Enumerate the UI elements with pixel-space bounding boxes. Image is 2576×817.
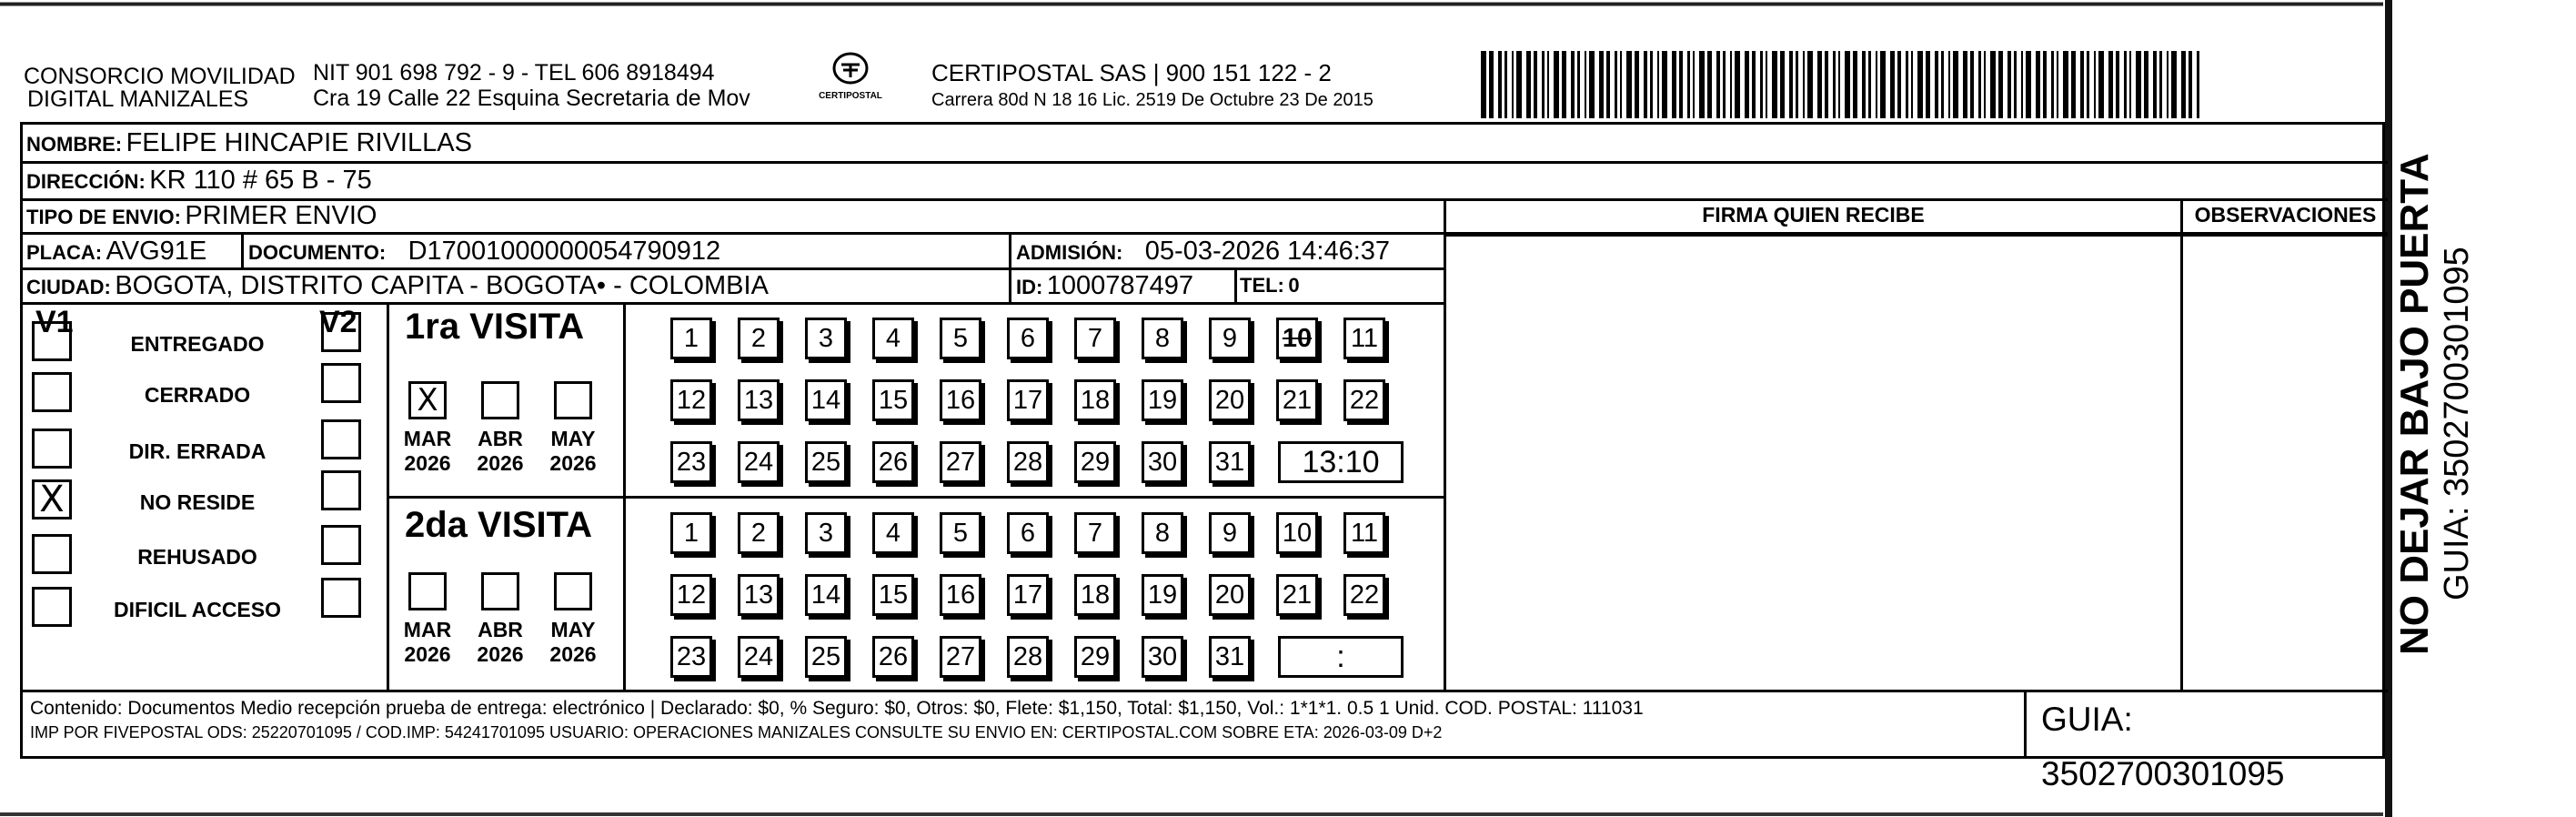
day-box[interactable]: 28 [1007, 441, 1049, 483]
status-label: REHUSADO [137, 545, 257, 569]
status-label: CERRADO [144, 383, 251, 407]
placa-value: AVG91E [106, 237, 207, 266]
nombre-label: NOMBRE: [26, 133, 123, 156]
barcode-bar [2129, 51, 2131, 118]
barcode-bar [2136, 51, 2141, 118]
day-box[interactable]: 30 [1142, 636, 1183, 678]
status-label: NO RESIDE [139, 490, 256, 514]
top-edge [0, 0, 2383, 9]
month-checkbox[interactable]: X [408, 381, 447, 419]
barcode-bar [1577, 51, 1580, 118]
barcode-bar [2043, 51, 2047, 118]
barcode-bar [2063, 51, 2068, 118]
v1-checkbox[interactable]: X [32, 479, 72, 519]
barcode-bar [1489, 51, 1494, 118]
day-box[interactable]: 10 [1276, 318, 1318, 359]
barcode-bar [2181, 51, 2186, 118]
day-box[interactable]: 14 [805, 574, 847, 616]
barcode-bar [1807, 51, 1813, 118]
id-label: ID: [1016, 276, 1043, 298]
id-field [1016, 269, 1193, 307]
barcode-bar [1504, 51, 1507, 118]
company-name: CONSORCIO MOVILIDAD [24, 64, 296, 89]
day-box[interactable]: 1 [670, 318, 712, 359]
barcode-bar [1620, 51, 1622, 118]
barcode-bar [1862, 51, 1866, 118]
barcode-bar [2159, 51, 2162, 118]
tel-value: 0 [1288, 274, 1300, 297]
day-box[interactable]: 6 [1007, 318, 1049, 359]
barcode-bar [2197, 51, 2199, 118]
day-box[interactable]: 13 [738, 379, 780, 421]
barcode-bar [1825, 51, 1828, 118]
direccion-value: KR 110 # 65 B - 75 [149, 166, 372, 195]
day-box[interactable]: 8 [1142, 512, 1183, 554]
year-label: 2026 [549, 451, 597, 475]
day-box[interactable]: 5 [940, 318, 981, 359]
barcode-bar [2108, 51, 2113, 118]
logo-icon [830, 50, 870, 86]
day-box[interactable]: 17 [1007, 574, 1049, 616]
year-label: 2026 [404, 642, 451, 666]
firma-header: FIRMA QUIEN RECIBE [1702, 203, 1925, 227]
barcode-bar [1745, 51, 1749, 118]
day-box[interactable]: 4 [872, 512, 914, 554]
day-box[interactable]: 27 [940, 441, 981, 483]
barcode-bar [1585, 51, 1586, 118]
id-value: 1000787497 [1046, 271, 1194, 300]
barcode-bar [2021, 51, 2023, 118]
day-box[interactable]: 3 [805, 512, 847, 554]
barcode-bar [1760, 51, 1763, 118]
right-edge-bar [2385, 0, 2392, 817]
barcode-bar [1735, 51, 1740, 118]
v2-checkbox[interactable] [321, 312, 361, 352]
barcode-bar [1890, 51, 1895, 118]
day-box[interactable]: 27 [940, 636, 981, 678]
barcode-bar [2071, 51, 2076, 118]
day-box[interactable]: 22 [1343, 574, 1385, 616]
day-box[interactable]: 29 [1074, 441, 1116, 483]
barcode-bar [1752, 51, 1756, 118]
month-checkbox[interactable] [408, 572, 447, 610]
barcode-bar [1547, 51, 1549, 118]
barcode-bar [1699, 51, 1705, 118]
v2-checkbox[interactable] [321, 470, 361, 510]
time-box[interactable]: 13:10 [1278, 441, 1404, 483]
barcode-bar [1606, 51, 1610, 118]
documento-value: D17001000000054790912 [408, 237, 721, 266]
day-box[interactable]: 11 [1343, 318, 1385, 359]
month-label: ABR [478, 427, 523, 450]
barcode-bar [2153, 51, 2157, 118]
day-box[interactable]: 11 [1343, 512, 1385, 554]
day-box[interactable]: 10 [1276, 512, 1318, 554]
barcode-bar [1716, 51, 1720, 118]
v2-header: V2 [319, 305, 357, 339]
side-guia: GUIA: 3502700301095 [2438, 247, 2476, 600]
day-box[interactable]: 31 [1209, 636, 1251, 678]
barcode-bar [1897, 51, 1901, 118]
month-label: MAY [550, 618, 596, 641]
barcode-bar [2167, 51, 2168, 118]
ciudad-label: CIUDAD: [26, 276, 111, 298]
barcode-bar [1876, 51, 1877, 118]
bottom-edge [0, 812, 2383, 816]
ciudad-value: BOGOTA, DISTRITO CAPITA - BOGOTA• - COLOMBIA [115, 271, 769, 300]
day-box[interactable]: 16 [940, 379, 981, 421]
v1-checkbox[interactable] [32, 372, 72, 412]
day-box[interactable]: 22 [1343, 379, 1385, 421]
barcode-bar [1780, 51, 1785, 118]
barcode-bar [1687, 51, 1690, 118]
day-box[interactable]: 18 [1074, 574, 1116, 616]
barcode-bar [1948, 51, 1950, 118]
barcode-bar [1526, 51, 1531, 118]
day-box[interactable]: 21 [1276, 379, 1318, 421]
day-box[interactable]: 9 [1209, 512, 1251, 554]
v1-checkbox[interactable] [32, 429, 72, 469]
day-box[interactable]: 19 [1142, 574, 1183, 616]
barcode-bar [2036, 51, 2040, 118]
day-box[interactable]: 12 [670, 379, 712, 421]
status-label: DIFICIL ACCESO [113, 598, 281, 621]
barcode-bar [1963, 51, 1967, 118]
barcode-bar [1926, 51, 1930, 118]
month-label: ABR [478, 618, 523, 641]
barcode-bar [1935, 51, 1938, 118]
month-checkbox[interactable] [554, 381, 592, 419]
ciudad-field [26, 269, 769, 307]
barcode-bar [1516, 51, 1522, 118]
month-label: MAR [403, 427, 452, 450]
barcode-bar [1906, 51, 1908, 118]
barcode-bar [1917, 51, 1923, 118]
barcode-bar [1911, 51, 1913, 118]
shipping-form [20, 122, 2385, 792]
barcode-bar [1571, 51, 1575, 118]
day-box[interactable]: 9 [1209, 318, 1251, 359]
barcode-bar [1599, 51, 1604, 118]
day-box[interactable]: 12 [670, 574, 712, 616]
month-label: MAR [403, 618, 452, 641]
barcode-bar [1833, 51, 1836, 118]
direccion-label: DIRECCIÓN: [26, 170, 146, 193]
barcode-bar [1838, 51, 1840, 118]
day-box[interactable]: 16 [940, 574, 981, 616]
barcode-bar [2098, 51, 2104, 118]
barcode-bar [1657, 51, 1659, 118]
barcode-bar [1789, 51, 1793, 118]
barcode-bar [2087, 51, 2089, 118]
barcode-bar [1990, 51, 1996, 118]
barcode-bar [1650, 51, 1653, 118]
barcode-bar [1662, 51, 1667, 118]
barcode-bar [2189, 51, 2192, 118]
side-notice: NO DEJAR BAJO PUERTA [2392, 153, 2437, 655]
barcode-bar [1772, 51, 1777, 118]
day-box[interactable]: 30 [1142, 441, 1183, 483]
year-label: 2026 [549, 642, 597, 666]
day-box[interactable]: 21 [1276, 574, 1318, 616]
day-box[interactable]: 19 [1142, 379, 1183, 421]
day-box[interactable]: 3 [805, 318, 847, 359]
month-label: MAY [550, 427, 596, 450]
barcode-bar [1984, 51, 1986, 118]
footer-contenido: Contenido: Documentos Medio recepción prueba de entrega: electrónico | Declarado: $0, % Seguro: $0, Otros: $0, Flete: $1,150, Total: $1,150, Vol.: 1*1*1. 0.5 1 Unid. COD. POSTAL: 111031 [30, 698, 1644, 719]
visit2-title: 2da VISITA [405, 505, 592, 545]
documento-label: DOCUMENTO: [248, 241, 387, 264]
day-box[interactable]: 7 [1074, 318, 1116, 359]
day-box[interactable]: 25 [805, 636, 847, 678]
barcode-bar [2116, 51, 2119, 118]
barcode-bar [2124, 51, 2127, 118]
observaciones-header: OBSERVACIONES [2194, 203, 2377, 227]
day-box[interactable]: 17 [1007, 379, 1049, 421]
carrier-address: Carrera 80d N 18 16 Lic. 2519 De Octubre 23 De 2015 [931, 90, 1374, 110]
v1-checkbox[interactable] [32, 587, 72, 627]
day-box[interactable]: 23 [670, 636, 712, 678]
admision-field [1016, 235, 1390, 272]
tel-label: TEL: [1240, 274, 1284, 297]
day-box[interactable]: 18 [1074, 379, 1116, 421]
guia-number: GUIA: 3502700301095 [2024, 692, 2382, 759]
tipo-envio-row [26, 199, 377, 237]
direccion-row [26, 164, 372, 201]
day-box[interactable]: 14 [805, 379, 847, 421]
barcode-bar [1635, 51, 1639, 118]
barcode-bar [1672, 51, 1676, 118]
barcode-bar [1998, 51, 2003, 118]
day-box[interactable]: 2 [738, 318, 780, 359]
barcode-bar [1626, 51, 1632, 118]
placa-field [26, 235, 206, 272]
v1-checkbox[interactable] [32, 534, 72, 574]
day-box[interactable]: 1 [670, 512, 712, 554]
day-box[interactable]: 20 [1209, 574, 1251, 616]
day-box[interactable]: 15 [872, 574, 914, 616]
month-checkbox[interactable] [554, 572, 592, 610]
barcode-bar [1542, 51, 1545, 118]
barcode-bar [1644, 51, 1647, 118]
day-box[interactable]: 15 [872, 379, 914, 421]
barcode-bar [2007, 51, 2011, 118]
barcode-bar [1978, 51, 1981, 118]
day-box[interactable]: 25 [805, 441, 847, 483]
v2-checkbox[interactable] [321, 363, 361, 403]
day-box[interactable]: 26 [872, 636, 914, 678]
day-box[interactable]: 31 [1209, 441, 1251, 483]
day-box[interactable]: 24 [738, 441, 780, 483]
barcode-bar [1534, 51, 1537, 118]
barcode-bar [1730, 51, 1732, 118]
day-box[interactable]: 20 [1209, 379, 1251, 421]
visit1-title: 1ra VISITA [405, 307, 585, 347]
day-box[interactable]: 23 [670, 441, 712, 483]
barcode-bar [1845, 51, 1850, 118]
barcode-bar [1693, 51, 1695, 118]
barcode-bar [1766, 51, 1767, 118]
barcode-bar [2051, 51, 2054, 118]
admision-label: ADMISIÓN: [1016, 241, 1123, 264]
day-box[interactable]: 28 [1007, 636, 1049, 678]
barcode-bar [1615, 51, 1617, 118]
v1-header: V1 [35, 305, 74, 339]
barcode-bar [1803, 51, 1805, 118]
v2-checkbox[interactable] [321, 419, 361, 459]
barcode-bar [1481, 51, 1486, 118]
carrier-name: CERTIPOSTAL SAS | 900 151 122 - 2 [931, 59, 1332, 86]
barcode-bar [1941, 51, 1944, 118]
footer-impresion: IMP POR FIVEPOSTAL ODS: 25220701095 / COD.IMP: 54241701095 USUARIO: OPERACIONES MANIZALES CONSULTE SU ENVIO EN: CERTIPOSTAL.COM SOBRE ETA: 2026-03-09 D+2 [30, 723, 1443, 741]
year-label: 2026 [477, 451, 524, 475]
year-label: 2026 [404, 451, 451, 475]
barcode-bar [2080, 51, 2084, 118]
company-name-2: DIGITAL MANIZALES [27, 86, 249, 112]
barcode-bar [1707, 51, 1712, 118]
barcode-bar [2171, 51, 2177, 118]
day-box[interactable]: 8 [1142, 318, 1183, 359]
barcode-bar [2026, 51, 2031, 118]
admision-value: 05-03-2026 14:46:37 [1144, 237, 1391, 266]
time-box[interactable]: : [1278, 636, 1404, 678]
month-checkbox[interactable] [481, 572, 519, 610]
company-nit: NIT 901 698 792 - 9 - TEL 606 8918494 [313, 60, 715, 86]
barcode-bar [1970, 51, 1974, 118]
barcode-bar [1880, 51, 1886, 118]
barcode-bar [2094, 51, 2096, 118]
barcode-bar [1512, 51, 1514, 118]
barcode-bar [2144, 51, 2148, 118]
status-label: DIR. ERRADA [128, 439, 267, 463]
certipostal-logo [810, 50, 891, 112]
day-box[interactable]: 26 [872, 441, 914, 483]
month-checkbox[interactable] [481, 381, 519, 419]
day-box[interactable]: 24 [738, 636, 780, 678]
day-box[interactable]: 2 [738, 512, 780, 554]
barcode-bar [1868, 51, 1871, 118]
day-box[interactable]: 29 [1074, 636, 1116, 678]
tipo-envio-value: PRIMER ENVIO [185, 201, 377, 230]
day-box[interactable]: 5 [940, 512, 981, 554]
nombre-row [26, 126, 472, 164]
tel-field [1240, 269, 1300, 305]
barcode-bar [1853, 51, 1857, 118]
barcode-bar [1498, 51, 1502, 118]
barcode-bar [1562, 51, 1566, 118]
nombre-value: FELIPE HINCAPIE RIVILLAS [126, 128, 472, 157]
barcode [1481, 51, 2207, 118]
barcode-bar [1953, 51, 1958, 118]
barcode-bar [1589, 51, 1595, 118]
barcode-bar [1817, 51, 1822, 118]
barcode-bar [1723, 51, 1726, 118]
barcode-bar [1796, 51, 1798, 118]
barcode-bar [2057, 51, 2058, 118]
tipo-envio-label: TIPO DE ENVIO: [26, 206, 181, 228]
day-box[interactable]: 4 [872, 318, 914, 359]
company-address: Cra 19 Calle 22 Esquina Secretaria de Mov [313, 86, 750, 111]
v1-checkbox[interactable] [32, 321, 72, 361]
status-label: ENTREGADO [130, 332, 265, 356]
day-box[interactable]: 6 [1007, 512, 1049, 554]
day-box[interactable]: 7 [1074, 512, 1116, 554]
barcode-bar [1679, 51, 1683, 118]
barcode-bar [1554, 51, 1559, 118]
v2-checkbox[interactable] [321, 578, 361, 618]
barcode-bar [2014, 51, 2017, 118]
placa-label: PLACA: [26, 241, 103, 264]
day-box[interactable]: 13 [738, 574, 780, 616]
v2-checkbox[interactable] [321, 525, 361, 565]
documento-field [248, 235, 720, 272]
logo-text: CERTIPOSTAL [819, 91, 882, 101]
year-label: 2026 [477, 642, 524, 666]
